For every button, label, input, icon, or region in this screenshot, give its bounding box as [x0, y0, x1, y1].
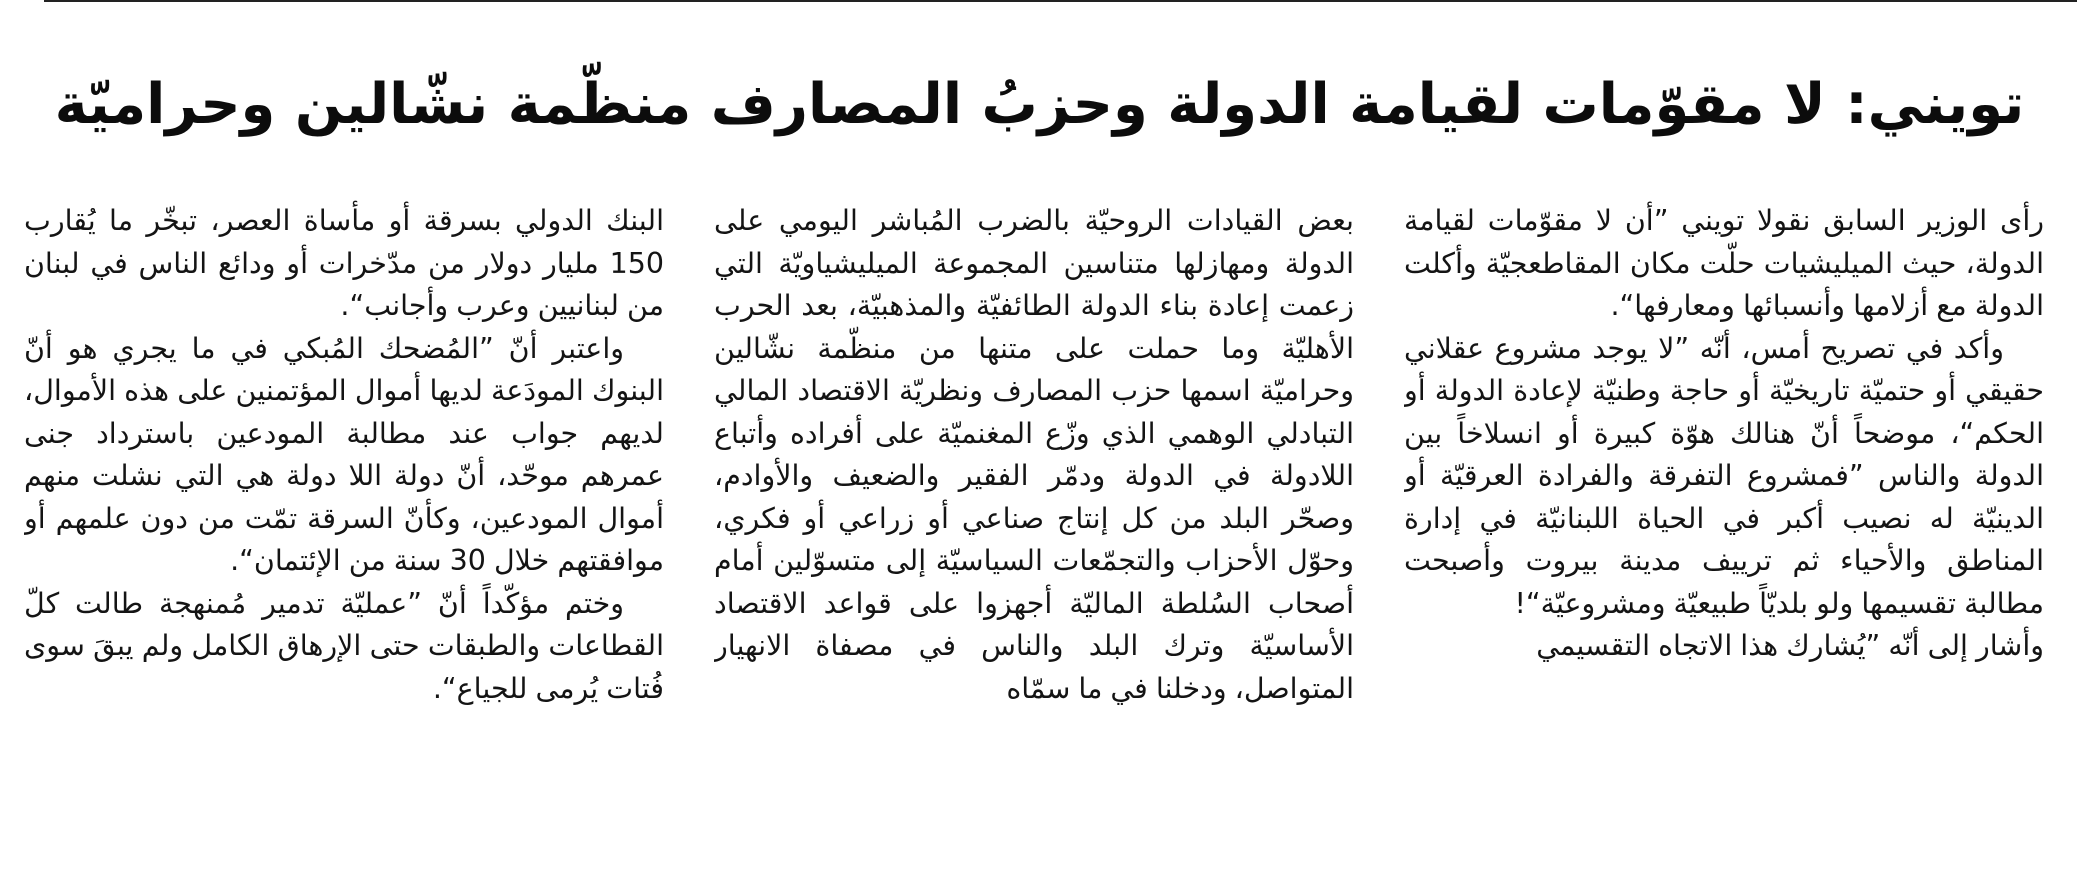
headline: تويني: لا مقوّمات لقيامة الدولة وحزبُ المصارف منظّمة نشّالين وحراميّة [54, 72, 2025, 137]
article-column-1 [1404, 200, 2044, 860]
paragraph: وأشار إلى أنّه ”يُشارك هذا الاتجاه التقسيمي [1536, 629, 2044, 662]
paragraph: وأكد في تصريح أمس، أنّه ”لا يوجد مشروع عقلاني حقيقي أو حتميّة تاريخيّة أو حاجة وطنيّة لإعادة الدولة أو الحكم“، موضحاً أنّ هنالك هوّة كبيرة أو انسلاخاً بين الدولة والناس ”فمشروع التفرقة والفرادة العرقيّة أو الدينيّة له نصيب أكبر في الحياة اللبنانيّة في إدارة المناطق والأحياء ثم ترييف مدينة بيروت وأصبحت مطالبة تقسيمها ولو بلديّاً طبيعيّة ومشروعيّة“! [1404, 331, 2044, 620]
paragraph: وختم مؤكّداً أنّ ”عمليّة تدمير مُمنهجة طالت كلّ القطاعات والطبقات حتى الإرهاق الكامل ولم يبقَ سوى فُتات يُرمى للجياع“. [24, 586, 664, 705]
article-column-3 [24, 200, 664, 860]
paragraph: بعض القيادات الروحيّة بالضرب المُباشر اليومي على الدولة ومهازلها متناسين المجموعة الميليشياويّة التي زعمت إعادة بناء الدولة الطائفيّة والمذهبيّة، بعد الحرب الأهليّة وما حملت على متنها من منظّمة نشّالين وحراميّة اسمها حزب المصارف ونظريّة الاقتصاد المالي التبادلي الوهمي الذي وزّع المغنميّة على أفراده وأتباع اللادولة في الدولة ودمّر الفقير والضعيف والأوادم، وصحّر البلد من كل إنتاج صناعي أو زراعي أو فكري، وحوّل الأحزاب والتجمّعات السياسيّة إلى متسوّلين أمام أصحاب السُلطة الماليّة أجهزوا على قواعد الاقتصاد الأساسيّة وترك البلد والناس في مصفاة الانهيار المتواصل، ودخلنا في ما سمّاه [714, 204, 1354, 705]
article-column-2 [714, 200, 1354, 860]
top-rule [44, 0, 2077, 2]
article-body [24, 200, 2044, 860]
paragraph: رأى الوزير السابق نقولا تويني ”أن لا مقوّمات لقيامة الدولة، حيث الميليشيات حلّت مكان المقاطعجيّة وأكلت الدولة مع أزلامها وأنسبائها ومعارفها“. [1404, 204, 2044, 322]
paragraph: واعتبر أنّ ”المُضحك المُبكي في ما يجري هو أنّ البنوك المودَعة لديها أموال المؤتمنين على هذه الأموال، لديهم جواب عند مطالبة المودعين باسترداد جنى عمرهم موحّد، أنّ دولة اللا دولة هي التي نشلت منهم أموال المودعين، وكأنّ السرقة تمّت من دون علمهم أو موافقتهم خلال 30 سنة من الإئتمان“. [24, 331, 664, 577]
paragraph: البنك الدولي بسرقة أو مأساة العصر، تبخّر ما يُقارب 150 مليار دولار من مدّخرات أو ودائع الناس في لبنان من لبنانيين وعرب وأجانب“. [24, 204, 664, 322]
